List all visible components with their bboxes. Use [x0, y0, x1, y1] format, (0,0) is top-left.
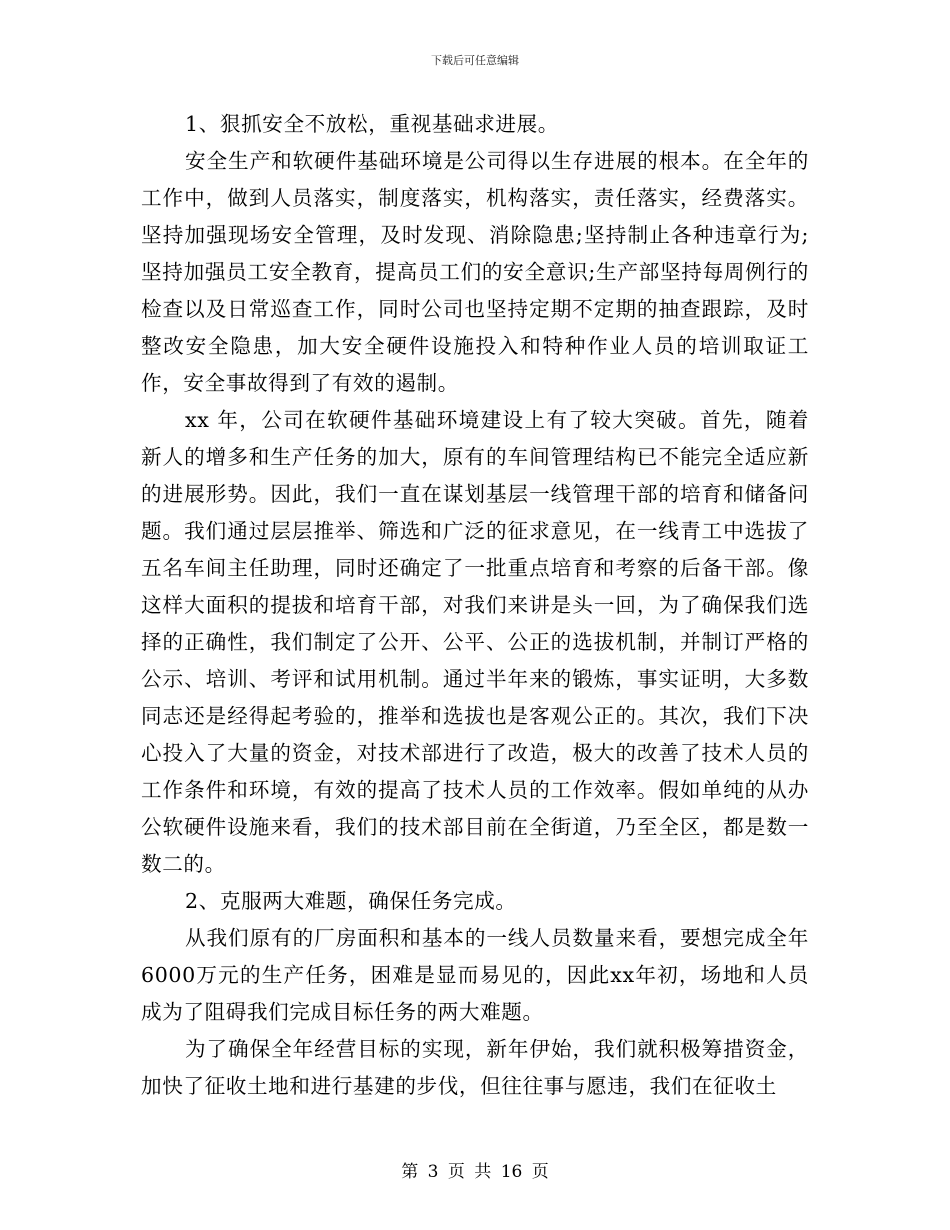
document-body [141, 106, 809, 1105]
section-heading-1: 1、狠抓安全不放松，重视基础求进展。 [185, 112, 559, 136]
paragraph-safety: 安全生产和软硬件基础环境是公司得以生存进展的根本。在全年的工作中，做到人员落实，制度落实，机构落实，责任落实，经费落实。坚持加强现场安全管理，及时发现、消除隐患;坚持制止各种违章行为;坚持加强员工安全教育，提高员工们的安全意识;生产部坚持每周例行的检查以及日常巡查工作，同时公司也坚持定期不定期的抽查跟踪，及时整改安全隐患，加大安全硬件设施投入和特种作业人员的培训取证工作，安全事故得到了有效的遏制。 [141, 149, 809, 395]
paragraph-measures: 为了确保全年经营目标的实现，新年伊始，我们就积极筹措资金，加快了征收土地和进行基建的步伐，但往往事与愿违，我们在征收土 [141, 1037, 809, 1098]
section-heading-2: 2、克服两大难题，确保任务完成。 [185, 889, 517, 913]
paragraph-infrastructure: xx 年，公司在软硬件基础环境建设上有了较大突破。首先，随着新人的增多和生产任务的加大，原有的车间管理结构已不能完全适应新的进展形势。因此，我们一直在谋划基层一线管理干部的培育和储备问题。我们通过层层推举、筛选和广泛的征求意见，在一线青工中选拔了五名车间主任助理，同时还确定了一批重点培育和考察的后备干部。像这样大面积的提拔和培育干部，对我们来讲是头一回，为了确保我们选择的正确性，我们制定了公开、公平、公正的选拔机制，并制订严格的公示、培训、考评和试用机制。通过半年来的锻炼，事实证明，大多数同志还是经得起考验的，推举和选拔也是客观公正的。其次，我们下决心投入了大量的资金，对技术部进行了改造，极大的改善了技术人员的工作条件和环境，有效的提高了技术人员的工作效率。假如单纯的从办公软硬件设施来看，我们的技术部目前在全街道，乃至全区，都是数一数二的。 [141, 408, 809, 876]
paragraph-difficulties: 从我们原有的厂房面积和基本的一线人员数量来看，要想完成全年6000万元的生产任务，困难是显而易见的，因此xx年初，场地和人员成为了阻碍我们完成目标任务的两大难题。 [141, 926, 809, 1024]
page-header-note: 下载后可任意编辑 [431, 54, 519, 67]
page-number: 第 3 页 共 16 页 [401, 1162, 549, 1182]
